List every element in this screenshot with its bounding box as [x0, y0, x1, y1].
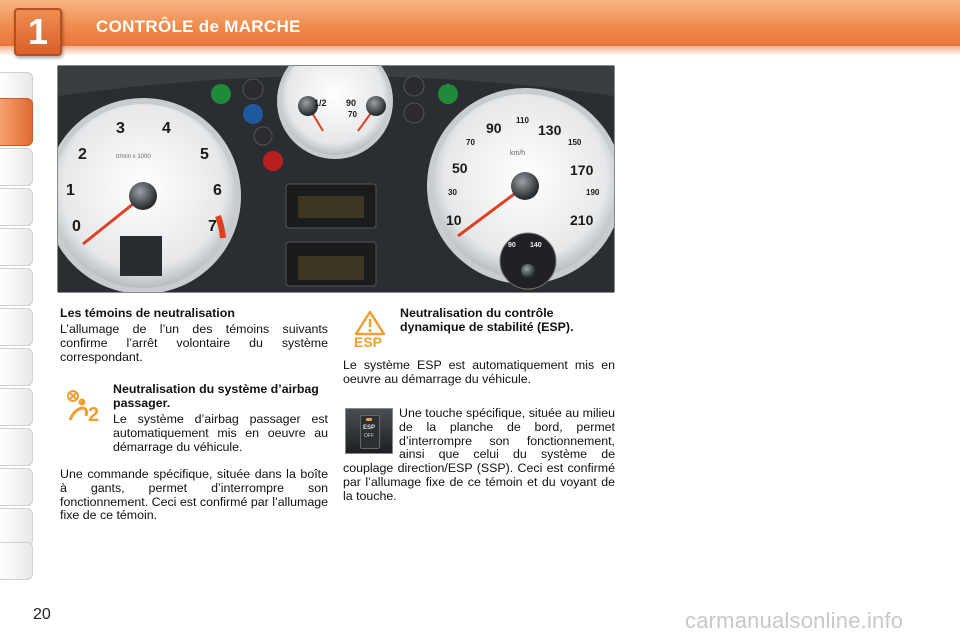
watermark: carmanualsonline.info — [685, 608, 904, 633]
esp-button-label-off: OFF — [364, 433, 374, 439]
speedo-tick: 150 — [568, 138, 582, 147]
chapter-tab[interactable] — [0, 228, 33, 266]
chapter-tab[interactable] — [0, 348, 33, 386]
speedo-tick: 170 — [570, 162, 594, 178]
esp-text — [343, 407, 615, 504]
chapter-tab[interactable] — [0, 468, 33, 506]
esp-heading: Neutralisation du contrôle dynamique de stabilité (ESP). — [400, 306, 574, 334]
tacho-unit-label: tr/min x 1000 — [116, 154, 151, 160]
chapter-number: 1 — [27, 11, 49, 52]
speedo-tick: 110 — [516, 116, 529, 125]
tacho-tick: 7 — [208, 218, 217, 235]
speedo-tick: 70 — [466, 138, 475, 147]
header-fade — [0, 46, 960, 56]
tacho-tick: 6 — [213, 182, 222, 199]
page-title: CONTRÔLE de MARCHE — [96, 17, 301, 36]
page-number: 20 — [33, 606, 51, 623]
speedo-unit-label: km/h — [510, 150, 526, 157]
esp-intro: Le système ESP est automatiquement mis en oeuvre au démarrage du véhicule. — [343, 358, 615, 386]
chapter-tabs — [0, 72, 36, 577]
speedo-tick: 30 — [448, 188, 457, 197]
small-gauge-label: 90 — [508, 242, 516, 249]
airbag-off-icon — [62, 390, 102, 426]
speedo-tick: 50 — [452, 160, 468, 176]
section-intro: L’allumage de l’un des témoins suivants confirme l’arrêt volontaire du système correspondant. — [60, 322, 328, 364]
airbag-followup-text: Une commande spécifique, située dans la boîte à gants, permet d’interrompre son fonctionnement. Ceci est confirmé par l’allumage fixe de ce témoin. — [60, 467, 328, 523]
section-heading-neutralisation: Les témoins de neutralisation — [60, 306, 235, 320]
tacho-tick: 5 — [200, 146, 209, 163]
speedo-tick: 210 — [570, 212, 594, 228]
tacho-tick: 2 — [78, 146, 87, 163]
airbag-text: Le système d’airbag passager est automatiquement mis en oeuvre au démarrage du véhicule. — [113, 412, 328, 454]
tacho-tick: 4 — [162, 120, 171, 137]
speedo-tick: 130 — [538, 122, 562, 138]
tacho-tick: 0 — [72, 218, 81, 235]
esp-text-content: Une touche spécifique, située au milieu de la planche de bord, permet d’interrompre son fonctionnement, ainsi que celui du système de couplage direction/ESP (SSP). Ceci est confirmé par l’allumage fixe de ce témoin et du voyant de la touche. — [343, 406, 615, 503]
small-gauge-label: 140 — [530, 242, 542, 249]
speedo-tick: 90 — [486, 120, 502, 136]
tacho-tick: 1 — [66, 182, 75, 199]
speedo-tick: 190 — [586, 188, 600, 197]
float-spacer — [343, 407, 399, 453]
airbag-icon-number: 2 — [88, 404, 100, 426]
chapter-tab[interactable] — [0, 308, 33, 346]
tacho-tick: 3 — [116, 120, 125, 137]
chapter-tab[interactable] — [0, 268, 33, 306]
esp-warning-icon — [350, 310, 390, 350]
fuel-label: 1/2 — [314, 98, 327, 108]
chapter-tab-active[interactable] — [0, 98, 33, 146]
chapter-tab[interactable] — [0, 148, 33, 186]
airbag-heading: Neutralisation du système d’airbag passager. — [113, 382, 319, 410]
chapter-tab[interactable] — [0, 508, 33, 546]
chapter-tab[interactable] — [0, 188, 33, 226]
chapter-tab[interactable] — [0, 428, 33, 466]
chapter-number-badge — [14, 8, 62, 56]
temp-label: 70 — [348, 110, 357, 119]
temp-label: 90 — [346, 98, 357, 108]
esp-button-label: ESP — [362, 425, 375, 431]
chapter-tab[interactable] — [0, 542, 33, 580]
instrument-cluster-image — [57, 65, 615, 293]
esp-icon-label: ESP — [354, 334, 383, 350]
speedo-tick: 10 — [446, 212, 462, 228]
chapter-tab[interactable] — [0, 388, 33, 426]
